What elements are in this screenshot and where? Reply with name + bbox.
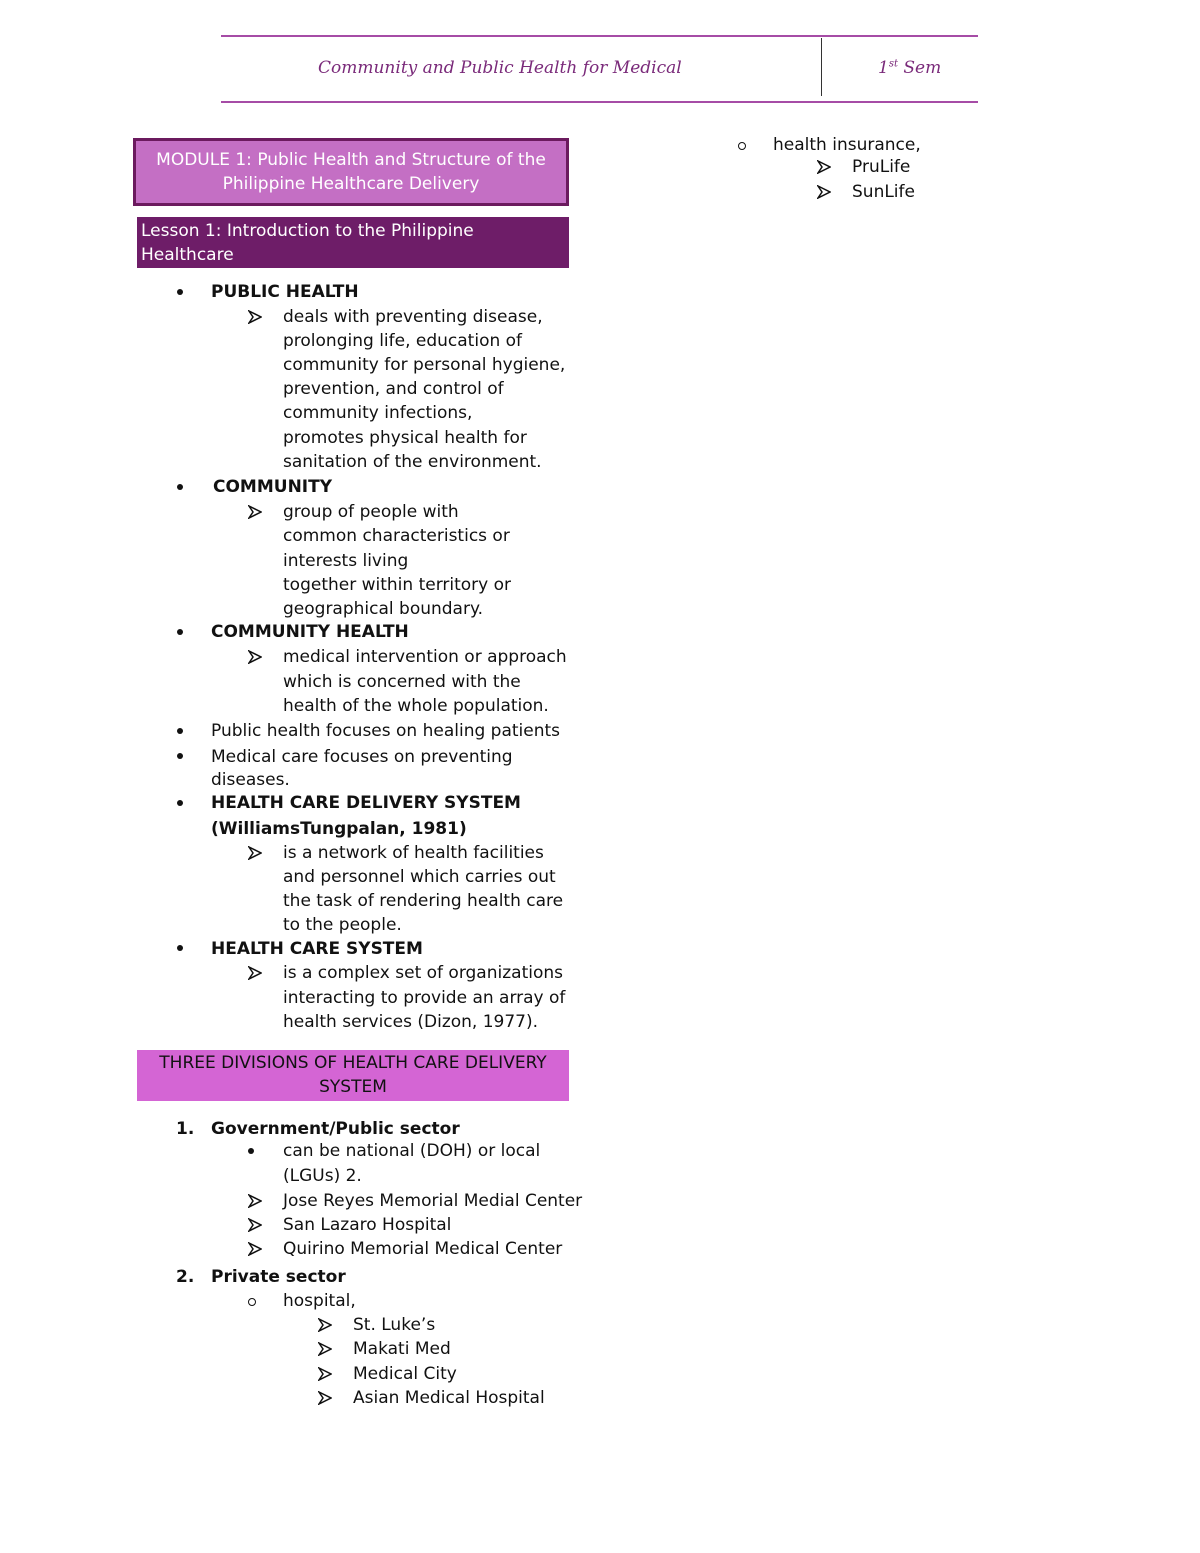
- community-health-def-2: which is concerned with the: [283, 672, 521, 692]
- public-health-def-4: prevention, and control of: [283, 379, 504, 399]
- hcds-def-1: is a network of health facilities: [283, 843, 544, 863]
- private-hospital-3: Medical City: [353, 1364, 457, 1384]
- government-label: Government/Public sector: [211, 1119, 460, 1139]
- public-health-focus: Public health focuses on healing patients: [211, 721, 561, 741]
- insurance-label: health insurance,: [773, 135, 921, 155]
- public-health-def-5: community infections,: [283, 403, 473, 423]
- government-note-1: can be national (DOH) or local: [283, 1141, 541, 1161]
- lesson-heading-line2: Delivery System: [141, 269, 281, 289]
- private-hospital-1: St. Luke’s: [353, 1315, 436, 1335]
- bullet-icon: [177, 753, 183, 759]
- government-hospital-2: San Lazaro Hospital: [283, 1215, 452, 1235]
- lesson-heading-line1: Lesson 1: Introduction to the Philippine Healthcare: [141, 221, 474, 265]
- term-community: COMMUNITY: [213, 477, 333, 497]
- arrow-bullet-icon: [318, 1367, 332, 1381]
- module-heading: [133, 138, 569, 206]
- insurance-item-2: SunLife: [852, 182, 915, 202]
- header-bottom-rule: [221, 101, 978, 103]
- arrow-bullet-icon: [248, 650, 262, 664]
- government-hospital-3: Quirino Memorial Medical Center: [283, 1239, 563, 1259]
- bullet-icon: [177, 484, 183, 490]
- module-heading-line2: Philippine Healthcare Delivery: [222, 174, 480, 194]
- hcds-def-4: to the people.: [283, 915, 402, 935]
- divisions-heading-line1: THREE DIVISIONS OF HEALTH CARE DELIVERY: [159, 1053, 547, 1073]
- public-health-def-3: community for personal hygiene,: [283, 355, 566, 375]
- header-top-rule: [221, 35, 978, 37]
- community-health-def-1: medical intervention or approach: [283, 647, 567, 667]
- header-separator: [821, 38, 822, 96]
- hcds-citation: (WilliamsTungpalan, 1981): [211, 819, 467, 839]
- public-health-def-1: deals with preventing disease,: [283, 307, 543, 327]
- community-def-5: geographical boundary.: [283, 599, 484, 619]
- arrow-bullet-icon: [318, 1318, 332, 1332]
- term-hcs: HEALTH CARE SYSTEM: [211, 939, 423, 959]
- medical-care-focus-2: diseases.: [211, 770, 290, 790]
- lesson-heading: [137, 217, 569, 289]
- medical-care-focus-1: Medical care focuses on preventing: [211, 747, 513, 767]
- arrow-bullet-icon: [248, 966, 262, 980]
- bullet-icon: [177, 945, 183, 951]
- module-heading-line1: MODULE 1: Public Health and Structure of the: [156, 150, 546, 170]
- government-number: 1.: [176, 1119, 195, 1139]
- public-health-def-2: prolonging life, education of: [283, 331, 523, 351]
- community-def-3: interests living: [283, 551, 409, 571]
- semester-word: Sem: [903, 58, 942, 78]
- community-health-def-3: health of the whole population.: [283, 696, 549, 716]
- semester-suffix: st: [888, 58, 898, 70]
- bullet-icon: [248, 1148, 254, 1154]
- bullet-icon: [177, 800, 183, 806]
- hcs-def-2: interacting to provide an array of: [283, 988, 566, 1008]
- document-title: Community and Public Health for Medical: [318, 58, 682, 78]
- circle-bullet-icon: [738, 142, 746, 150]
- private-hospital-2: Makati Med: [353, 1339, 451, 1359]
- semester-label: [878, 58, 941, 78]
- arrow-bullet-icon: [248, 310, 262, 324]
- arrow-bullet-icon: [318, 1391, 332, 1405]
- hcds-def-2: and personnel which carries out: [283, 867, 556, 887]
- community-def-1: group of people with: [283, 502, 459, 522]
- insurance-item-1: PruLife: [852, 157, 911, 177]
- term-community-health: COMMUNITY HEALTH: [211, 622, 409, 642]
- arrow-bullet-icon: [817, 160, 831, 174]
- private-hospital-label: hospital,: [283, 1291, 356, 1311]
- arrow-bullet-icon: [817, 185, 831, 199]
- term-public-health: PUBLIC HEALTH: [211, 282, 359, 302]
- bullet-icon: [177, 289, 183, 295]
- private-hospital-4: Asian Medical Hospital: [353, 1388, 545, 1408]
- semester-number: 1: [878, 58, 889, 78]
- public-health-def-6: promotes physical health for: [283, 428, 527, 448]
- bullet-icon: [177, 629, 183, 635]
- term-hcds: HEALTH CARE DELIVERY SYSTEM: [211, 793, 521, 813]
- public-health-def-7: sanitation of the environment.: [283, 452, 542, 472]
- government-note-2: (LGUs) 2.: [283, 1166, 362, 1186]
- bullet-icon: [177, 728, 183, 734]
- private-label: Private sector: [211, 1267, 346, 1287]
- arrow-bullet-icon: [248, 846, 262, 860]
- arrow-bullet-icon: [318, 1342, 332, 1356]
- hcs-def-1: is a complex set of organizations: [283, 963, 563, 983]
- private-number: 2.: [176, 1267, 195, 1287]
- divisions-heading: [137, 1050, 569, 1101]
- government-hospital-1: Jose Reyes Memorial Medial Center: [283, 1191, 583, 1211]
- divisions-heading-line2: SYSTEM: [319, 1077, 387, 1097]
- community-def-4: together within territory or: [283, 575, 512, 595]
- arrow-bullet-icon: [248, 1242, 262, 1256]
- arrow-bullet-icon: [248, 1218, 262, 1232]
- hcs-def-3: health services (Dizon, 1977).: [283, 1012, 539, 1032]
- hcds-def-3: the task of rendering health care: [283, 891, 564, 911]
- arrow-bullet-icon: [248, 505, 262, 519]
- community-def-2: common characteristics or: [283, 526, 510, 546]
- circle-bullet-icon: [248, 1298, 256, 1306]
- arrow-bullet-icon: [248, 1194, 262, 1208]
